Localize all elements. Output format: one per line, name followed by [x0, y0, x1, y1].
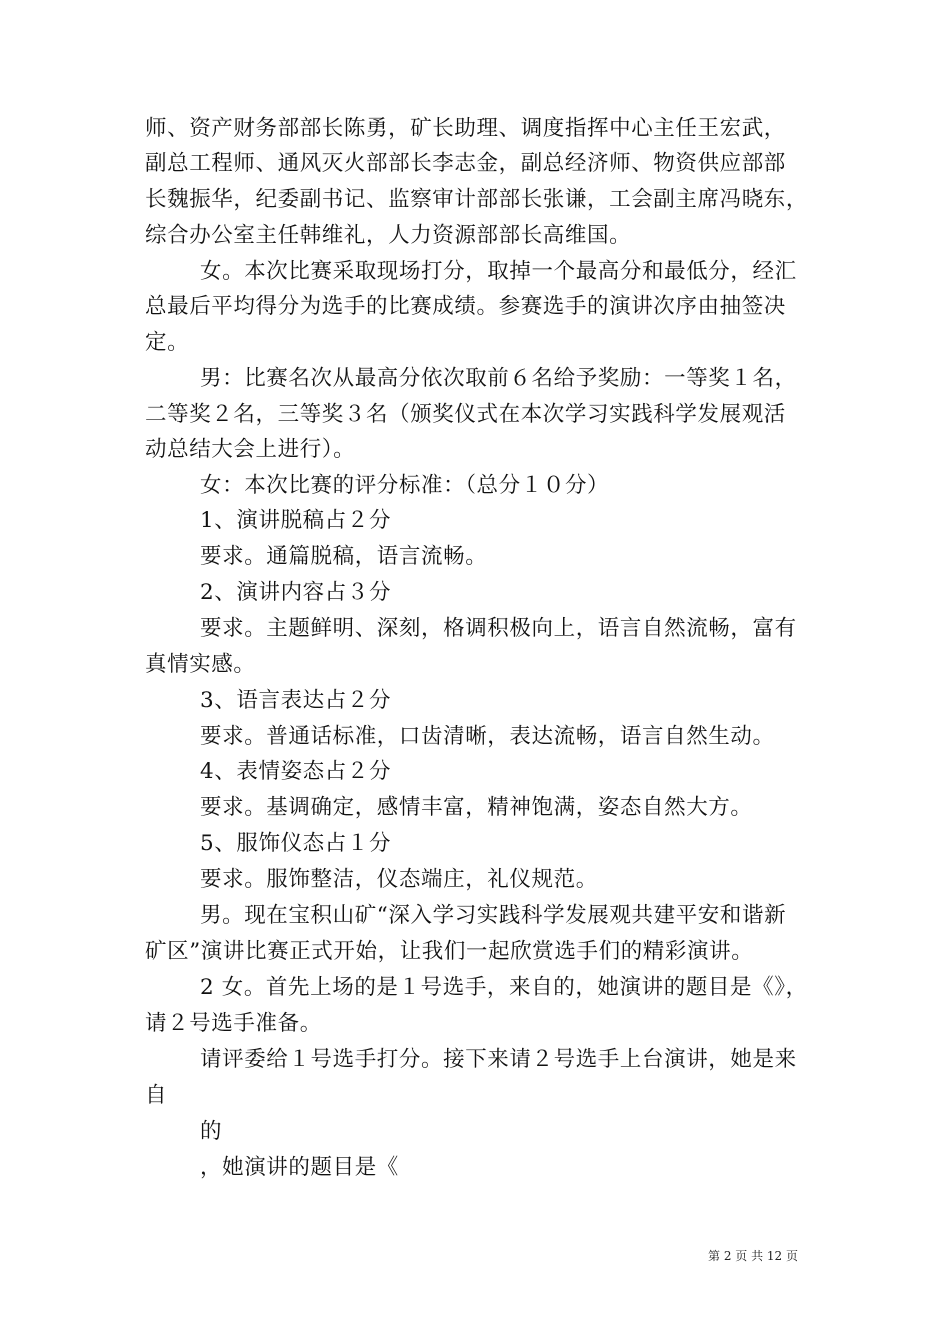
text-line: 长魏振华，纪委副书记、监察审计部部长张谦，工会副主席冯晓东， [145, 187, 809, 212]
text-line: 男：比赛名次从最高分依次取前６名给予奖励：一等奖１名， [200, 366, 797, 391]
text-line: 2、演讲内容占３分 [200, 580, 392, 605]
text-line: 要求。主题鲜明、深刻，格调积极向上，语言自然流畅，富有 [200, 616, 797, 641]
text-line: 1、演讲脱稿占２分 [200, 508, 392, 533]
text-line: 要求。基调确定，感情丰富，精神饱满，姿态自然大方。 [200, 795, 753, 820]
text-line: 请２号选手准备。 [145, 1011, 322, 1036]
text-line: 师、资产财务部部长陈勇，矿长助理、调度指挥中心主任王宏武， [145, 116, 786, 141]
text-line: 综合办公室主任韩维礼，人力资源部部长高维国。 [145, 223, 632, 248]
text-line: 4、表情姿态占２分 [200, 759, 392, 784]
text-line: 矿区”演讲比赛正式开始，让我们一起欣赏选手们的精彩演讲。 [145, 939, 754, 964]
text-line: 副总工程师、通风灭火部部长李志金，副总经济师、物资供应部部 [145, 151, 786, 176]
text-line: ，她演讲的题目是《 [200, 1155, 399, 1180]
text-line: 定。 [145, 330, 190, 355]
text-line: 请评委给１号选手打分。接下来请２号选手上台演讲，她是来 [200, 1047, 797, 1072]
text-line: 的 [200, 1119, 223, 1144]
page-footer: 第 2 页 共 12 页 [708, 1249, 798, 1263]
text-line: 女。本次比赛采取现场打分，取掉一个最高分和最低分，经汇 [200, 259, 797, 284]
text-line: 二等奖２名，三等奖３名（颁奖仪式在本次学习实践科学发展观活 [145, 402, 786, 427]
text-line: 动总结大会上进行）。 [145, 437, 356, 462]
text-line: 女：本次比赛的评分标准：（总分１０分） [200, 473, 610, 498]
text-line: 要求。服饰整洁，仪态端庄，礼仪规范。 [200, 867, 598, 892]
text-line: 总最后平均得分为选手的比赛成绩。参赛选手的演讲次序由抽签决 [145, 294, 786, 319]
text-line: 自 [145, 1083, 168, 1108]
text-line: 2 女。首先上场的是１号选手，来自的，她演讲的题目是《》， [200, 975, 808, 1000]
text-line: 要求。通篇脱稿，语言流畅。 [200, 544, 488, 569]
text-line: 要求。普通话标准，口齿清晰，表达流畅，语言自然生动。 [200, 724, 775, 749]
text-line: 真情实感。 [145, 652, 256, 677]
text-line: 男。现在宝积山矿“深入学习实践科学发展观共建平安和谐新 [200, 903, 787, 928]
text-line: 3、语言表达占２分 [200, 688, 392, 713]
text-line: 5、服饰仪态占１分 [200, 831, 392, 856]
